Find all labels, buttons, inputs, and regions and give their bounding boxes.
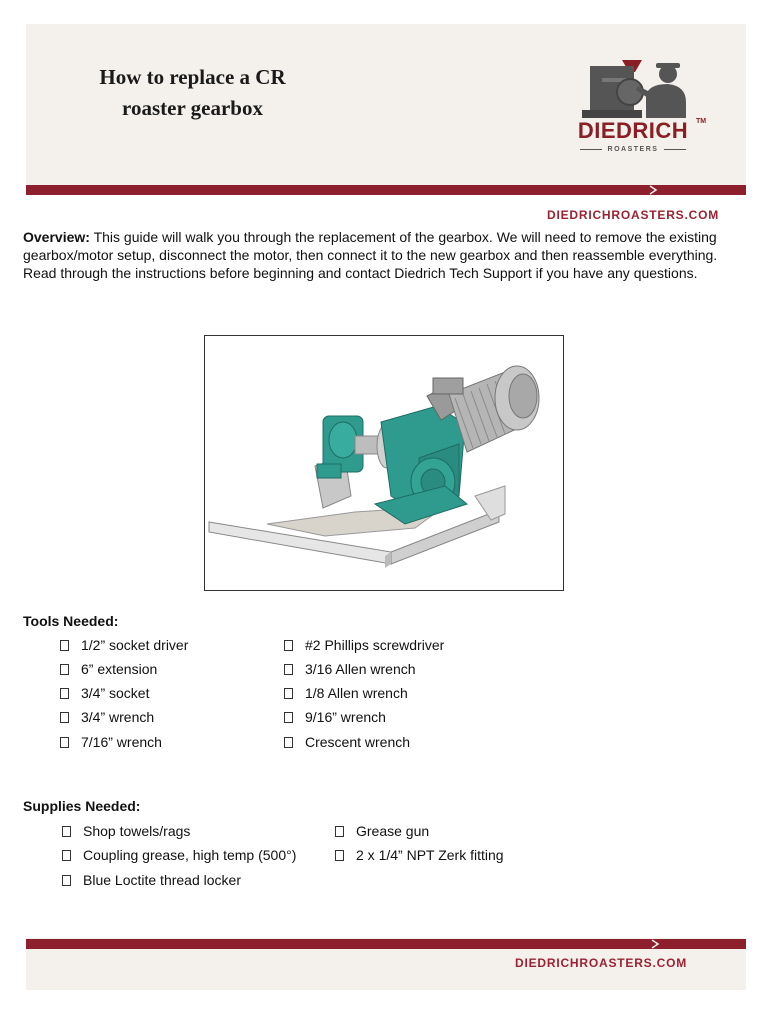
- checkbox-icon[interactable]: [60, 688, 69, 699]
- checkbox-icon[interactable]: [62, 826, 71, 837]
- supplies-heading: Supplies Needed:: [23, 798, 141, 814]
- checkbox-icon[interactable]: [60, 737, 69, 748]
- checkbox-icon[interactable]: [335, 850, 344, 861]
- diedrich-logo: [568, 56, 708, 166]
- tool-checklist-item[interactable]: 3/4” wrench: [60, 708, 154, 726]
- checkbox-icon[interactable]: [335, 826, 344, 837]
- overview-instructions: Read through the instructions before beginning and contact Diedrich Tech Support if you have any questions.: [23, 265, 698, 281]
- checkbox-icon[interactable]: [284, 737, 293, 748]
- roaster-logo-icon: [582, 56, 692, 118]
- checkbox-icon[interactable]: [60, 664, 69, 675]
- checkbox-icon[interactable]: [62, 875, 71, 886]
- tool-checklist-item[interactable]: 3/16 Allen wrench: [284, 660, 416, 678]
- footer-divider-band: [26, 939, 746, 949]
- tools-heading: Tools Needed:: [23, 613, 119, 629]
- tool-checklist-item[interactable]: 3/4” socket: [60, 684, 149, 702]
- checkbox-icon[interactable]: [284, 712, 293, 723]
- site-url-bottom[interactable]: DIEDRICHROASTERS.COM: [515, 956, 688, 970]
- header-divider-band: [26, 185, 746, 195]
- tool-checklist-item[interactable]: 9/16” wrench: [284, 708, 386, 726]
- logo-trademark: TM: [696, 118, 707, 125]
- document-title: How to replace a CR roaster gearbox: [99, 65, 286, 120]
- supply-checklist-item[interactable]: Coupling grease, high temp (500°): [62, 846, 296, 864]
- checkbox-icon[interactable]: [60, 640, 69, 651]
- gearbox-assembly-figure: [204, 335, 564, 591]
- checkbox-icon[interactable]: [60, 712, 69, 723]
- tool-checklist-item[interactable]: 1/2” socket driver: [60, 636, 188, 654]
- tool-checklist-item[interactable]: 6” extension: [60, 660, 157, 678]
- supply-checklist-item[interactable]: Shop towels/rags: [62, 822, 190, 840]
- tool-checklist-item[interactable]: 7/16” wrench: [60, 733, 162, 751]
- overview-label: Overview:: [23, 229, 90, 245]
- overview-section: [23, 228, 723, 282]
- overview-paragraph: [23, 228, 723, 264]
- checkbox-icon[interactable]: [284, 664, 293, 675]
- checkbox-icon[interactable]: [62, 850, 71, 861]
- supply-checklist-item[interactable]: 2 x 1/4” NPT Zerk fitting: [335, 846, 504, 864]
- logo-subtitle: ROASTERS: [568, 146, 698, 153]
- checkbox-icon[interactable]: [284, 688, 293, 699]
- supply-checklist-item[interactable]: Blue Loctite thread locker: [62, 871, 241, 889]
- tool-checklist-item[interactable]: 1/8 Allen wrench: [284, 684, 408, 702]
- tool-checklist-item[interactable]: #2 Phillips screwdriver: [284, 636, 444, 654]
- site-url-top[interactable]: DIEDRICHROASTERS.COM: [547, 208, 720, 222]
- supply-checklist-item[interactable]: Grease gun: [335, 822, 429, 840]
- logo-wordmark: DIEDRICH: [577, 118, 689, 143]
- overview-text: This guide will walk you through the replacement of the gearbox. We will need to remove the existing gearbox/motor setup, disconnect the motor, then connect it to the new gearbox and then reassemble everything.: [23, 229, 718, 263]
- checkbox-icon[interactable]: [284, 640, 293, 651]
- gearbox-illustration: [205, 336, 563, 590]
- tool-checklist-item[interactable]: Crescent wrench: [284, 733, 410, 751]
